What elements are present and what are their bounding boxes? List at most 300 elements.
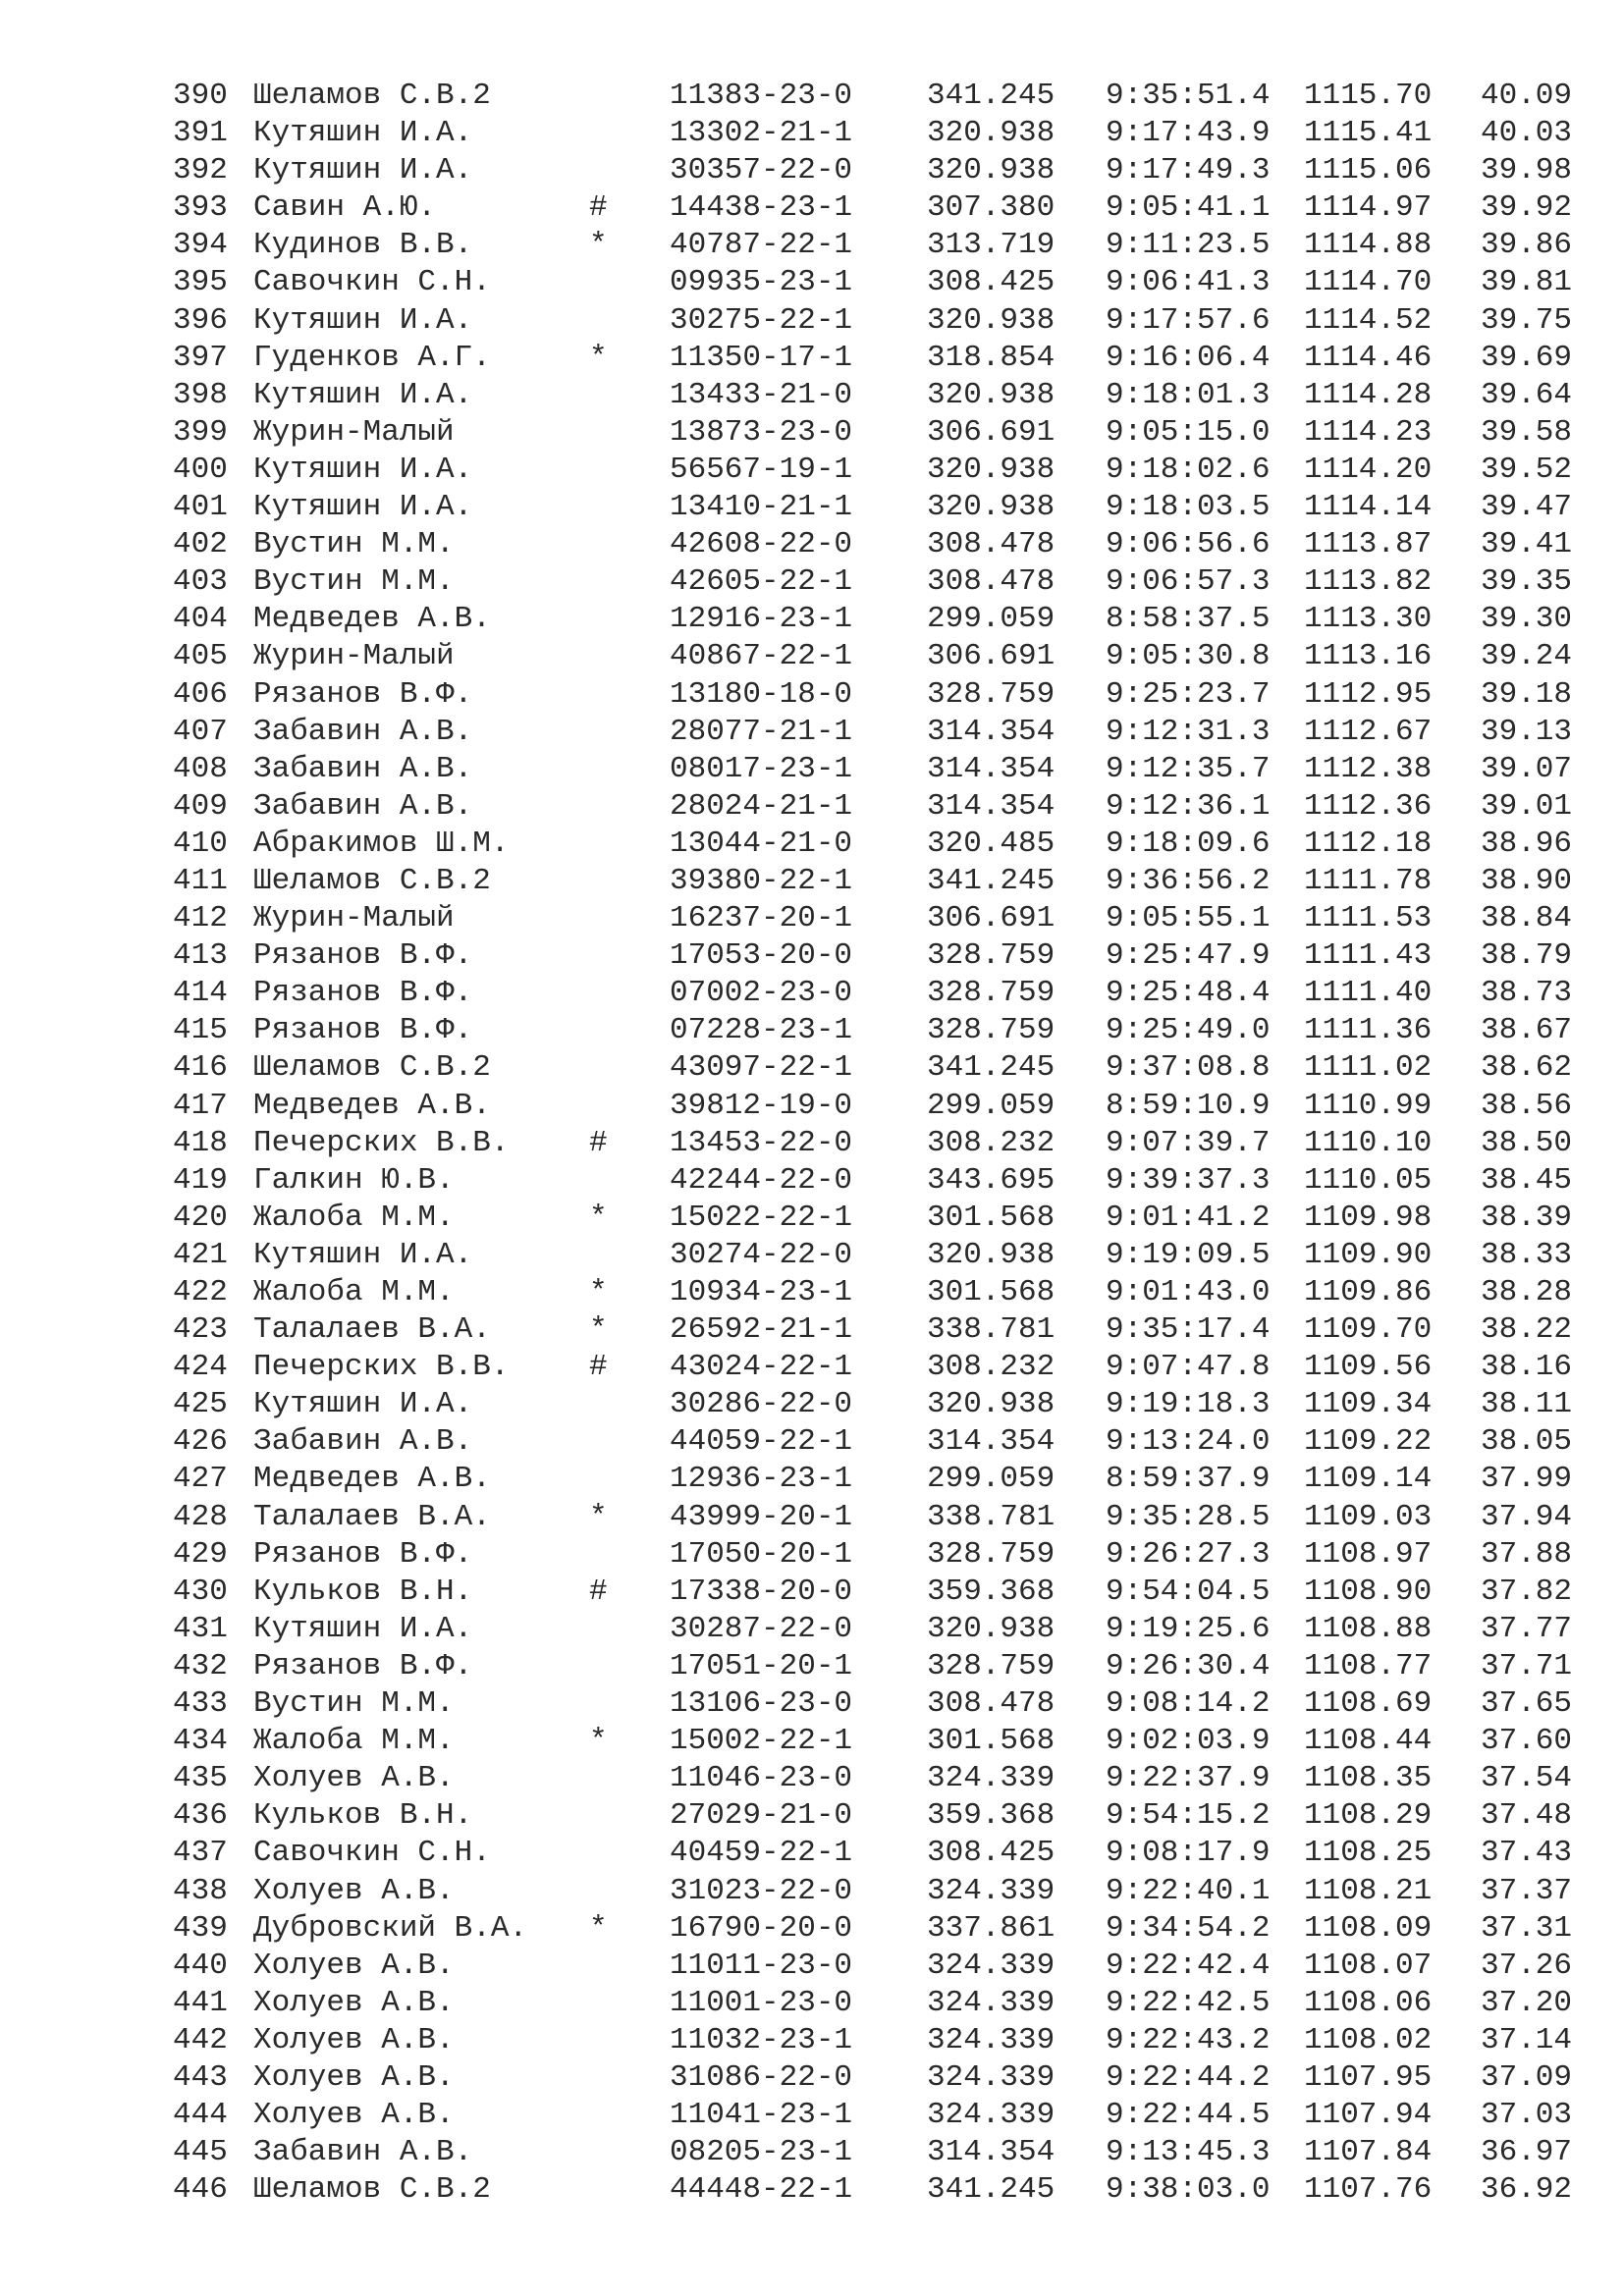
rank-number: 417 — [173, 1088, 228, 1123]
flight-time: 9:39:37.3 — [1106, 1162, 1271, 1198]
distance-km: 328.759 — [927, 1013, 1056, 1048]
distance-km: 308.232 — [927, 1125, 1056, 1160]
fancier-name: Забавин А.В. — [253, 751, 473, 786]
ring-number: 07228-23-1 — [670, 1013, 853, 1048]
ring-number: 13044-21-0 — [670, 826, 853, 861]
ring-number: 12916-23-1 — [670, 602, 853, 637]
fancier-name: Кутяшин И.А. — [253, 1387, 473, 1422]
table-row — [0, 452, 1624, 489]
flight-time: 9:19:25.6 — [1106, 1611, 1271, 1646]
ring-number: 28077-21-1 — [670, 714, 853, 749]
fancier-name: Забавин А.В. — [253, 788, 473, 824]
points-value: 38.05 — [1481, 1424, 1573, 1460]
flight-time: 9:35:51.4 — [1106, 79, 1271, 113]
distance-km: 324.339 — [927, 1761, 1056, 1796]
rank-number: 406 — [173, 676, 228, 712]
fancier-name: Рязанов В.Ф. — [253, 676, 473, 712]
points-value: 37.03 — [1481, 2098, 1573, 2133]
rank-number: 442 — [173, 2022, 228, 2057]
fancier-name: Медведев А.В. — [253, 602, 491, 637]
distance-km: 306.691 — [927, 901, 1056, 936]
flight-time: 9:08:14.2 — [1106, 1686, 1271, 1722]
fancier-name: Журин-Малый — [253, 414, 455, 450]
speed-value: 1114.52 — [1304, 302, 1433, 338]
rank-number: 400 — [173, 452, 228, 487]
fancier-name: Забавин А.В. — [253, 714, 473, 749]
flight-time: 9:06:56.6 — [1106, 527, 1271, 562]
table-row — [0, 1311, 1624, 1349]
ring-number: 31086-22-0 — [670, 2059, 853, 2095]
fancier-name: Холуев А.В. — [253, 2022, 455, 2057]
ring-number: 11383-23-0 — [670, 79, 853, 113]
entry-mark: * — [589, 1275, 608, 1309]
distance-km: 338.781 — [927, 1499, 1056, 1534]
flight-time: 9:07:39.7 — [1106, 1125, 1271, 1160]
fancier-name: Холуев А.В. — [253, 1873, 455, 1908]
entry-mark: # — [589, 1350, 608, 1385]
rank-number: 424 — [173, 1350, 228, 1385]
table-row — [0, 2097, 1624, 2134]
rank-number: 399 — [173, 414, 228, 450]
table-row — [0, 863, 1624, 900]
speed-value: 1112.67 — [1304, 714, 1433, 749]
distance-km: 328.759 — [927, 976, 1056, 1011]
speed-value: 1112.38 — [1304, 751, 1433, 786]
table-row — [0, 1125, 1624, 1162]
fancier-name: Рязанов В.Ф. — [253, 976, 473, 1011]
rank-number: 394 — [173, 228, 228, 263]
points-value: 38.96 — [1481, 826, 1573, 861]
rank-number: 426 — [173, 1424, 228, 1460]
distance-km: 328.759 — [927, 938, 1056, 974]
ring-number: 11041-23-1 — [670, 2098, 853, 2133]
speed-value: 1109.86 — [1304, 1275, 1433, 1309]
results-table — [0, 78, 1624, 2209]
points-value: 38.90 — [1481, 863, 1573, 898]
fancier-name: Жалоба М.М. — [253, 1200, 455, 1235]
speed-value: 1114.23 — [1304, 414, 1433, 450]
points-value: 37.20 — [1481, 1985, 1573, 2020]
flight-time: 9:25:48.4 — [1106, 976, 1271, 1011]
points-value: 39.41 — [1481, 527, 1573, 562]
ring-number: 39380-22-1 — [670, 863, 853, 898]
rank-number: 412 — [173, 901, 228, 936]
points-value: 38.22 — [1481, 1312, 1573, 1348]
rank-number: 396 — [173, 302, 228, 338]
distance-km: 314.354 — [927, 2135, 1056, 2170]
flight-time: 9:26:30.4 — [1106, 1648, 1271, 1683]
flight-time: 9:34:54.2 — [1106, 1910, 1271, 1946]
points-value: 37.26 — [1481, 1948, 1573, 1983]
points-value: 37.88 — [1481, 1536, 1573, 1572]
rank-number: 438 — [173, 1873, 228, 1908]
table-row — [0, 189, 1624, 227]
speed-value: 1108.21 — [1304, 1873, 1433, 1908]
ring-number: 43999-20-1 — [670, 1499, 853, 1534]
distance-km: 359.368 — [927, 1574, 1056, 1609]
table-row — [0, 601, 1624, 638]
flight-time: 9:38:03.0 — [1106, 2172, 1271, 2208]
table-row — [0, 937, 1624, 975]
rank-number: 407 — [173, 714, 228, 749]
fancier-name: Рязанов В.Ф. — [253, 1536, 473, 1572]
speed-value: 1115.06 — [1304, 153, 1433, 188]
distance-km: 324.339 — [927, 2022, 1056, 2057]
flight-time: 9:01:43.0 — [1106, 1275, 1271, 1309]
points-value: 37.48 — [1481, 1798, 1573, 1834]
rank-number: 391 — [173, 116, 228, 151]
entry-mark: * — [589, 1724, 608, 1759]
points-value: 37.94 — [1481, 1499, 1573, 1534]
speed-value: 1108.97 — [1304, 1536, 1433, 1572]
table-row — [0, 1685, 1624, 1723]
flight-time: 9:22:44.2 — [1106, 2059, 1271, 2095]
distance-km: 324.339 — [927, 1873, 1056, 1908]
speed-value: 1111.40 — [1304, 976, 1433, 1011]
table-row — [0, 1574, 1624, 1611]
distance-km: 343.695 — [927, 1162, 1056, 1198]
distance-km: 320.938 — [927, 1611, 1056, 1646]
points-value: 39.18 — [1481, 676, 1573, 712]
flight-time: 9:17:43.9 — [1106, 116, 1271, 151]
table-row — [0, 1611, 1624, 1648]
table-row — [0, 2134, 1624, 2171]
fancier-name: Медведев А.В. — [253, 1462, 491, 1497]
ring-number: 13106-23-0 — [670, 1686, 853, 1722]
distance-km: 337.861 — [927, 1910, 1056, 1946]
ring-number: 15022-22-1 — [670, 1200, 853, 1235]
points-value: 37.65 — [1481, 1686, 1573, 1722]
flight-time: 9:25:49.0 — [1106, 1013, 1271, 1048]
ring-number: 11350-17-1 — [670, 340, 853, 375]
ring-number: 13180-18-0 — [670, 676, 853, 712]
speed-value: 1110.99 — [1304, 1088, 1433, 1123]
ring-number: 10934-23-1 — [670, 1275, 853, 1309]
table-row — [0, 2171, 1624, 2209]
points-value: 39.52 — [1481, 452, 1573, 487]
flight-time: 9:16:06.4 — [1106, 340, 1271, 375]
ring-number: 17053-20-0 — [670, 938, 853, 974]
ring-number: 43024-22-1 — [670, 1350, 853, 1385]
distance-km: 328.759 — [927, 1536, 1056, 1572]
speed-value: 1112.95 — [1304, 676, 1433, 712]
fancier-name: Вустин М.М. — [253, 1686, 455, 1722]
ring-number: 30275-22-1 — [670, 302, 853, 338]
points-value: 39.07 — [1481, 751, 1573, 786]
rank-number: 436 — [173, 1798, 228, 1834]
fancier-name: Талалаев В.А. — [253, 1499, 491, 1534]
table-row — [0, 1162, 1624, 1200]
rank-number: 411 — [173, 863, 228, 898]
ring-number: 31023-22-0 — [670, 1873, 853, 1908]
table-row — [0, 2022, 1624, 2059]
distance-km: 308.232 — [927, 1350, 1056, 1385]
flight-time: 9:18:02.6 — [1106, 452, 1271, 487]
fancier-name: Кутяшин И.А. — [253, 452, 473, 487]
table-row — [0, 1723, 1624, 1760]
fancier-name: Вустин М.М. — [253, 564, 455, 600]
flight-time: 9:17:49.3 — [1106, 153, 1271, 188]
table-row — [0, 638, 1624, 675]
points-value: 39.75 — [1481, 302, 1573, 338]
points-value: 38.39 — [1481, 1200, 1573, 1235]
ring-number: 11001-23-0 — [670, 1985, 853, 2020]
table-row — [0, 1536, 1624, 1574]
fancier-name: Кудинов В.В. — [253, 228, 473, 263]
distance-km: 299.059 — [927, 1462, 1056, 1497]
rank-number: 398 — [173, 377, 228, 412]
fancier-name: Жалоба М.М. — [253, 1724, 455, 1759]
speed-value: 1110.10 — [1304, 1125, 1433, 1160]
distance-km: 320.938 — [927, 490, 1056, 525]
distance-km: 320.938 — [927, 1387, 1056, 1422]
ring-number: 09935-23-1 — [670, 265, 853, 300]
distance-km: 307.380 — [927, 190, 1056, 226]
points-value: 37.54 — [1481, 1761, 1573, 1796]
flight-time: 9:11:23.5 — [1106, 228, 1271, 263]
points-value: 38.28 — [1481, 1275, 1573, 1309]
distance-km: 306.691 — [927, 639, 1056, 674]
flight-time: 9:05:41.1 — [1106, 190, 1271, 226]
fancier-name: Журин-Малый — [253, 639, 455, 674]
flight-time: 9:54:04.5 — [1106, 1574, 1271, 1609]
fancier-name: Жалоба М.М. — [253, 1275, 455, 1309]
rank-number: 418 — [173, 1125, 228, 1160]
ring-number: 40787-22-1 — [670, 228, 853, 263]
table-row — [0, 1760, 1624, 1797]
ring-number: 40459-22-1 — [670, 1836, 853, 1871]
flight-time: 9:22:42.5 — [1106, 1985, 1271, 2020]
ring-number: 14438-23-1 — [670, 190, 853, 226]
points-value: 37.82 — [1481, 1574, 1573, 1609]
ring-number: 17051-20-1 — [670, 1648, 853, 1683]
entry-mark: # — [589, 1574, 608, 1609]
fancier-name: Кутяшин И.А. — [253, 302, 473, 338]
flight-time: 9:18:03.5 — [1106, 490, 1271, 525]
table-row — [0, 227, 1624, 264]
points-value: 38.11 — [1481, 1387, 1573, 1422]
rank-number: 393 — [173, 190, 228, 226]
distance-km: 314.354 — [927, 714, 1056, 749]
flight-time: 9:01:41.2 — [1106, 1200, 1271, 1235]
speed-value: 1108.02 — [1304, 2022, 1433, 2057]
distance-km: 338.781 — [927, 1312, 1056, 1348]
table-row — [0, 489, 1624, 526]
ring-number: 26592-21-1 — [670, 1312, 853, 1348]
rank-number: 397 — [173, 340, 228, 375]
speed-value: 1108.90 — [1304, 1574, 1433, 1609]
rank-number: 446 — [173, 2172, 228, 2208]
rank-number: 413 — [173, 938, 228, 974]
points-value: 39.30 — [1481, 602, 1573, 637]
flight-time: 9:18:09.6 — [1106, 826, 1271, 861]
table-row — [0, 751, 1624, 788]
speed-value: 1108.44 — [1304, 1724, 1433, 1759]
table-row — [0, 377, 1624, 414]
flight-time: 8:59:10.9 — [1106, 1088, 1271, 1123]
flight-time: 9:12:31.3 — [1106, 714, 1271, 749]
points-value: 38.79 — [1481, 938, 1573, 974]
speed-value: 1113.82 — [1304, 564, 1433, 600]
points-value: 37.37 — [1481, 1873, 1573, 1908]
ring-number: 42244-22-0 — [670, 1162, 853, 1198]
points-value: 38.56 — [1481, 1088, 1573, 1123]
rank-number: 415 — [173, 1013, 228, 1048]
rank-number: 403 — [173, 564, 228, 600]
fancier-name: Кутяшин И.А. — [253, 116, 473, 151]
ring-number: 16237-20-1 — [670, 901, 853, 936]
speed-value: 1108.25 — [1304, 1836, 1433, 1871]
flight-time: 9:05:30.8 — [1106, 639, 1271, 674]
speed-value: 1113.87 — [1304, 527, 1433, 562]
points-value: 37.77 — [1481, 1611, 1573, 1646]
distance-km: 341.245 — [927, 863, 1056, 898]
distance-km: 301.568 — [927, 1200, 1056, 1235]
fancier-name: Холуев А.В. — [253, 1761, 455, 1796]
fancier-name: Талалаев В.А. — [253, 1312, 491, 1348]
distance-km: 308.425 — [927, 265, 1056, 300]
rank-number: 441 — [173, 1985, 228, 2020]
points-value: 39.35 — [1481, 564, 1573, 600]
speed-value: 1111.43 — [1304, 938, 1433, 974]
flight-time: 9:18:01.3 — [1106, 377, 1271, 412]
ring-number: 13410-21-1 — [670, 490, 853, 525]
fancier-name: Холуев А.В. — [253, 2098, 455, 2133]
distance-km: 299.059 — [927, 1088, 1056, 1123]
rank-number: 408 — [173, 751, 228, 786]
flight-time: 9:05:55.1 — [1106, 901, 1271, 936]
flight-time: 9:35:28.5 — [1106, 1499, 1271, 1534]
fancier-name: Забавин А.В. — [253, 2135, 473, 2170]
distance-km: 314.354 — [927, 751, 1056, 786]
distance-km: 328.759 — [927, 676, 1056, 712]
points-value: 39.47 — [1481, 490, 1573, 525]
table-row — [0, 1985, 1624, 2022]
points-value: 39.58 — [1481, 414, 1573, 450]
flight-time: 9:06:41.3 — [1106, 265, 1271, 300]
fancier-name: Кульков В.Н. — [253, 1798, 473, 1834]
speed-value: 1109.90 — [1304, 1237, 1433, 1272]
points-value: 38.67 — [1481, 1013, 1573, 1048]
rank-number: 445 — [173, 2135, 228, 2170]
speed-value: 1108.07 — [1304, 1948, 1433, 1983]
table-row — [0, 826, 1624, 863]
distance-km: 301.568 — [927, 1275, 1056, 1309]
flight-time: 9:22:42.4 — [1106, 1948, 1271, 1983]
ring-number: 28024-21-1 — [670, 788, 853, 824]
rank-number: 429 — [173, 1536, 228, 1572]
fancier-name: Медведев А.В. — [253, 1088, 491, 1123]
distance-km: 299.059 — [927, 602, 1056, 637]
rank-number: 401 — [173, 490, 228, 525]
distance-km: 341.245 — [927, 79, 1056, 113]
points-value: 37.31 — [1481, 1910, 1573, 1946]
distance-km: 301.568 — [927, 1724, 1056, 1759]
ring-number: 40867-22-1 — [670, 639, 853, 674]
speed-value: 1109.34 — [1304, 1387, 1433, 1422]
points-value: 39.69 — [1481, 340, 1573, 375]
points-value: 39.01 — [1481, 788, 1573, 824]
rank-number: 434 — [173, 1724, 228, 1759]
speed-value: 1109.56 — [1304, 1350, 1433, 1385]
ring-number: 13302-21-1 — [670, 116, 853, 151]
fancier-name: Печерских В.В. — [253, 1350, 510, 1385]
speed-value: 1110.05 — [1304, 1162, 1433, 1198]
fancier-name: Рязанов В.Ф. — [253, 1013, 473, 1048]
ring-number: 43097-22-1 — [670, 1050, 853, 1086]
ring-number: 39812-19-0 — [670, 1088, 853, 1123]
ring-number: 44448-22-1 — [670, 2172, 853, 2208]
speed-value: 1108.77 — [1304, 1648, 1433, 1683]
table-row — [0, 1910, 1624, 1948]
ring-number: 08205-23-1 — [670, 2135, 853, 2170]
flight-time: 9:02:03.9 — [1106, 1724, 1271, 1759]
speed-value: 1109.03 — [1304, 1499, 1433, 1534]
fancier-name: Кутяшин И.А. — [253, 153, 473, 188]
distance-km: 320.485 — [927, 826, 1056, 861]
flight-time: 9:22:43.2 — [1106, 2022, 1271, 2057]
rank-number: 416 — [173, 1050, 228, 1086]
rank-number: 423 — [173, 1312, 228, 1348]
entry-mark: * — [589, 340, 608, 375]
distance-km: 308.425 — [927, 1836, 1056, 1871]
table-row — [0, 900, 1624, 937]
flight-time: 9:07:47.8 — [1106, 1350, 1271, 1385]
flight-time: 9:05:15.0 — [1106, 414, 1271, 450]
entry-mark: * — [589, 228, 608, 263]
entry-mark: * — [589, 1499, 608, 1534]
flight-time: 9:22:44.5 — [1106, 2098, 1271, 2133]
fancier-name: Печерских В.В. — [253, 1125, 510, 1160]
ring-number: 15002-22-1 — [670, 1724, 853, 1759]
points-value: 39.86 — [1481, 228, 1573, 263]
speed-value: 1111.02 — [1304, 1050, 1433, 1086]
speed-value: 1111.53 — [1304, 901, 1433, 936]
table-row — [0, 1797, 1624, 1835]
rank-number: 421 — [173, 1237, 228, 1272]
rank-number: 427 — [173, 1462, 228, 1497]
points-value: 37.71 — [1481, 1648, 1573, 1683]
ring-number: 44059-22-1 — [670, 1424, 853, 1460]
rank-number: 439 — [173, 1910, 228, 1946]
entry-mark: # — [589, 1125, 608, 1160]
table-row — [0, 302, 1624, 340]
fancier-name: Галкин Ю.В. — [253, 1162, 455, 1198]
fancier-name: Вустин М.М. — [253, 527, 455, 562]
table-row — [0, 788, 1624, 826]
speed-value: 1107.95 — [1304, 2059, 1433, 2095]
ring-number: 16790-20-0 — [670, 1910, 853, 1946]
speed-value: 1113.16 — [1304, 639, 1433, 674]
speed-value: 1112.36 — [1304, 788, 1433, 824]
distance-km: 320.938 — [927, 377, 1056, 412]
points-value: 37.99 — [1481, 1462, 1573, 1497]
flight-time: 9:37:08.8 — [1106, 1050, 1271, 1086]
speed-value: 1114.28 — [1304, 377, 1433, 412]
table-row — [0, 1274, 1624, 1311]
distance-km: 324.339 — [927, 2059, 1056, 2095]
table-row — [0, 1423, 1624, 1461]
points-value: 38.62 — [1481, 1050, 1573, 1086]
fancier-name: Абракимов Ш.М. — [253, 826, 510, 861]
rank-number: 440 — [173, 1948, 228, 1983]
entry-mark: * — [589, 1200, 608, 1235]
rank-number: 422 — [173, 1275, 228, 1309]
points-value: 37.43 — [1481, 1836, 1573, 1871]
distance-km: 324.339 — [927, 1985, 1056, 2020]
fancier-name: Кульков В.Н. — [253, 1574, 473, 1609]
rank-number: 420 — [173, 1200, 228, 1235]
